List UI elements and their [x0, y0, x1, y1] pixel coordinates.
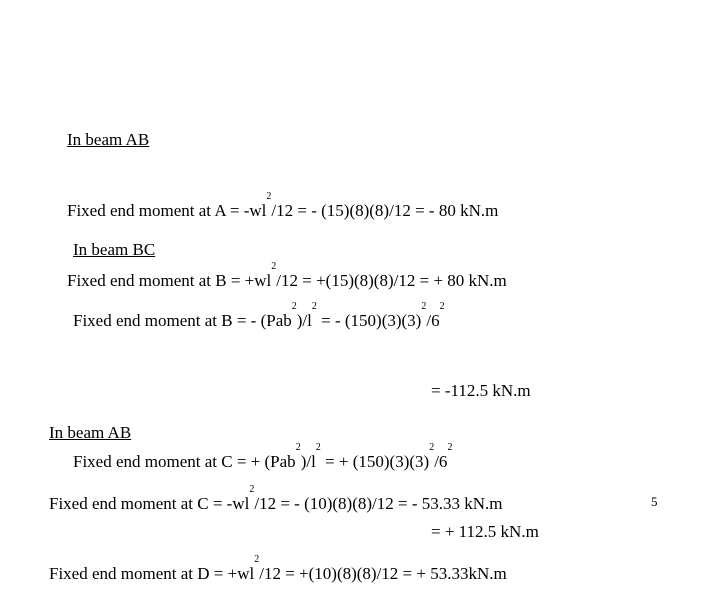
section-beam-ab-second	[49, 374, 507, 609]
equation-line: Fixed end moment at $B = +wl^2/12 = +(15)(8)(8)/12$ = + 80 kN.m	[67, 261, 507, 290]
equation-line: Fixed end moment at $D = +wl^2/12 = +(10)(8)(8)/12$ = + 53.33kN.m	[49, 554, 507, 583]
equation-line: Fixed end moment at $C = -wl^2/12$ = - (10)(8)(8)/12 = - 53.33 kN.m	[49, 483, 503, 513]
page-number: 5	[651, 494, 658, 509]
equation-line: Fixed end moment at B = - $(Pab^2)/l^2$ = - $(150)(3)(3)^2/6^2$	[73, 300, 445, 330]
equation-result: = + 112.5 kN.m	[431, 522, 539, 541]
equation-result: = -112.5 kN.m	[431, 381, 531, 400]
equation-line: Fixed end moment at C = + $(Pab^2)/l^2$ = + $(150)(3)(3)^2/6^2$	[73, 441, 453, 471]
section-heading: In beam BC	[73, 240, 156, 259]
section-heading: In beam AB	[67, 130, 150, 149]
section-heading: In beam AB	[49, 423, 132, 442]
equation-line: Fixed end moment at $A = -wl^2/12$ = - (15)(8)(8)/12 = - 80 kN.m	[67, 190, 499, 220]
